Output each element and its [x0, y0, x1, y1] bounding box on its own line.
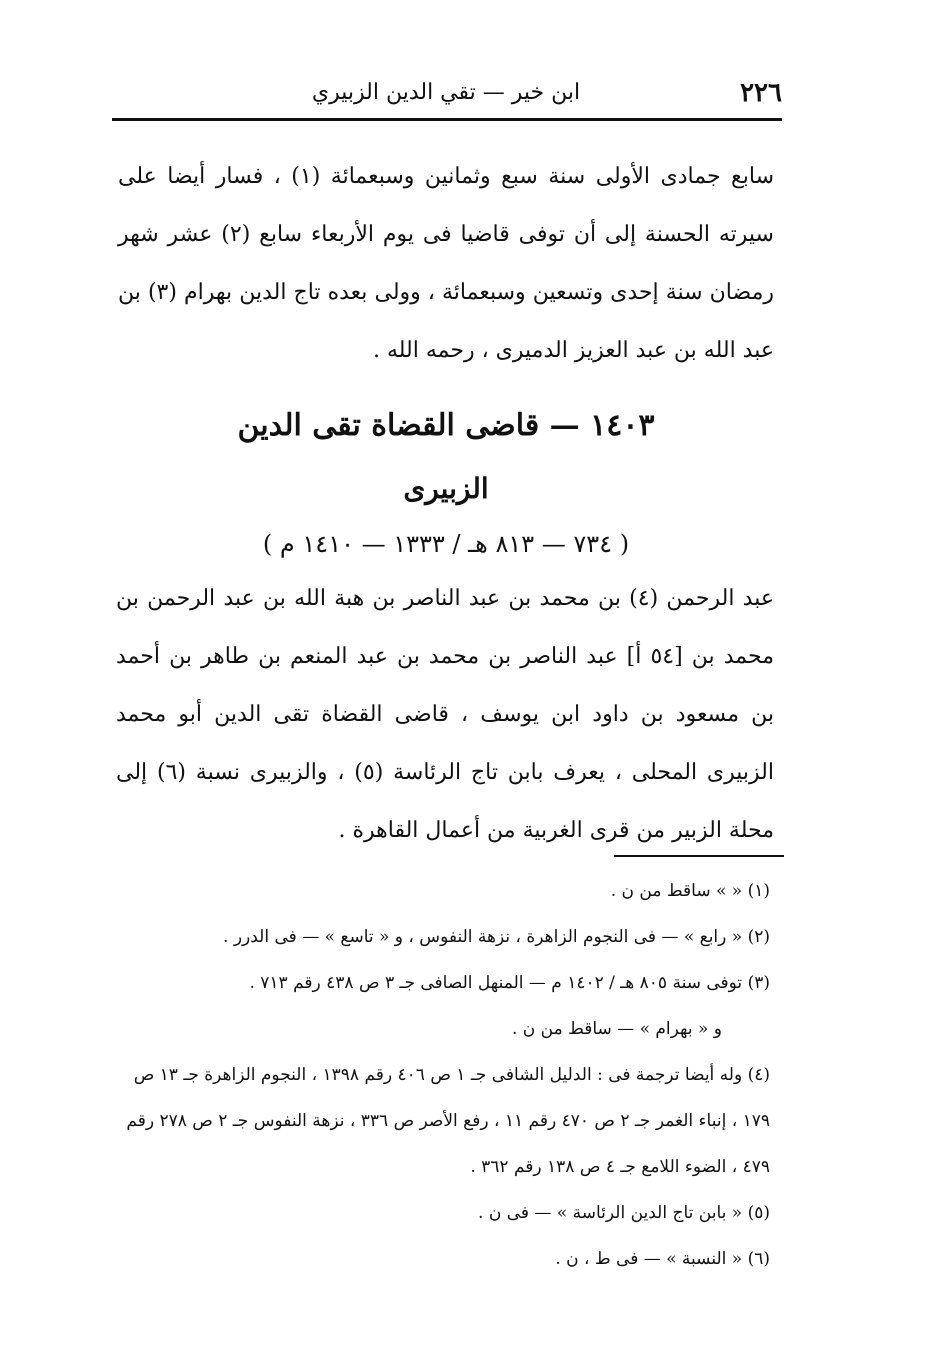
- entry-title: ١٤٠٣ — قاضى القضاة تقى الدين: [237, 408, 655, 443]
- header-rule: [112, 118, 782, 121]
- footnote-6: (٦) « النسبة » — فى ط ، ن .: [555, 1249, 770, 1269]
- footnote-3-continued: و « بهرام » — ساقط من ن .: [511, 1019, 722, 1039]
- continued-paragraph: سابع جمادى الأولى سنة سبع وثمانين وسبعمائة (١) ، فسار أيضا على سيرته الحسنة إلى أن توفى قاضيا فى يوم الأربعاء سابع (٢) عشر شهر رمضان سنة إحدى وتسعين وسبعمائة ، وولى بعده تاج الدين بهرام (٣) بن عبد الله بن عبد العزيز الدميرى ، رحمه الله .: [118, 164, 775, 363]
- footnote-2: (٢) « رابع » — فى النجوم الزاهرة ، نزهة النفوس ، و « تاسع » — فى الدرر .: [223, 927, 770, 947]
- footnotes: [110, 868, 770, 1282]
- entry-paragraph: [116, 570, 774, 860]
- footnote-4: (٤) وله أيضا ترجمة فى : الدليل الشافى جـ ١ ص ٤٠٦ رقم ١٣٩٨ ، النجوم الزاهرة جـ ١٣ ص ١٧٩ ، إنباء الغمر جـ ٢ ص ٤٧٠ رقم ١١ ، رفع الأصر ص ٣٣٦ ، نزهة النفوس جـ ٢ ص ٢٧٨ رقم ٤٧٩ ، الضوء اللامع جـ ٤ ص ١٣٨ رقم ٣٦٢ .: [126, 1065, 770, 1177]
- footnote-3: (٣) توفى سنة ٨٠٥ هـ / ١٤٠٢ م — المنهل الصافى جـ ٣ ص ٤٣٨ رقم ٧١٣ .: [249, 973, 770, 993]
- footnote-5: (٥) « بابن تاج الدين الرئاسة » — فى ن .: [478, 1203, 770, 1223]
- footnote-1: (١) « » ساقط من ن .: [610, 881, 770, 901]
- entry-subtitle: الزبيرى: [403, 472, 489, 505]
- page-number: ٢٢٦: [740, 78, 782, 108]
- entry-paragraph-text: عبد الرحمن (٤) بن محمد بن عبد الناصر بن هبة الله بن عبد الرحمن بن محمد بن [٥٤ أ] عبد الناصر بن محمد بن عبد المنعم بن طاهر بن أحمد بن مسعود بن داود ابن يوسف ، قاضى القضاة تقى الدين أبو محمد الزبيرى المحلى ، يعرف بابن تاج الرئاسة (٥) ، والزبيرى نسبة (٦) إلى محلة الزبير من قرى الغربية من أعمال القاهرة .: [116, 586, 774, 843]
- footnote-rule: [614, 855, 784, 857]
- running-title: ابن خير — تقي الدين الزبيري: [311, 80, 581, 105]
- page-header: [110, 78, 782, 114]
- entry-dates: ( ٧٣٤ — ٨١٣ هـ / ١٣٣٣ — ١٤١٠ م ): [262, 530, 630, 558]
